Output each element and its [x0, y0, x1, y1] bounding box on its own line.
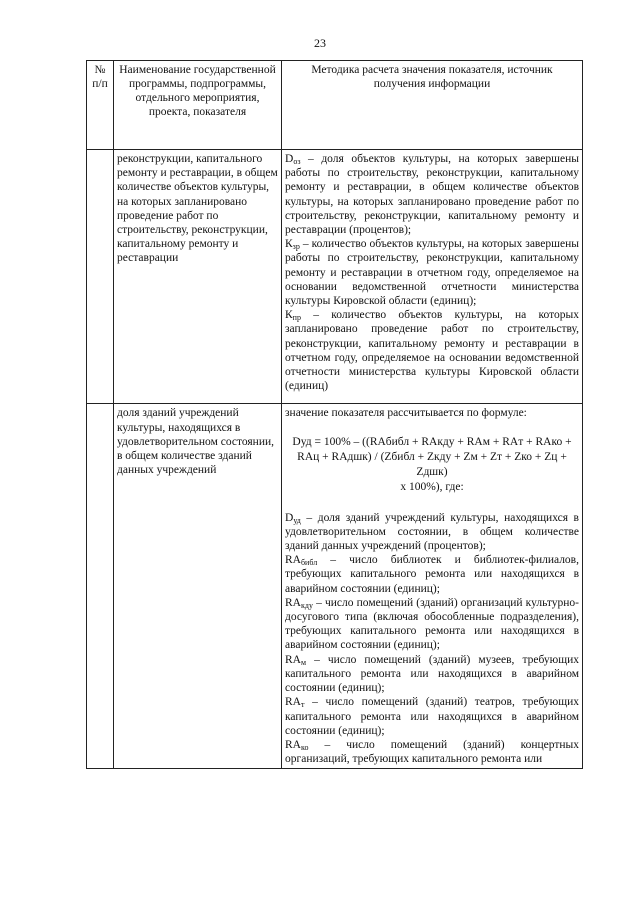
header-num: № п/п — [87, 61, 114, 150]
table-row — [87, 404, 583, 769]
row2-def-ra-kdu: $RA_{кду}$ – число помещений (зданий) организаций культурно-досугового типа (включая обособленные подразделения), требующих капитального ремонта или находящихся в аварийном состоянии (единиц); — [285, 596, 579, 652]
row1-num — [87, 150, 114, 404]
row2-def-ra-m: $RA_м$ – число помещений (зданий) музеев, требующих капитального ремонта или находящихся в аварийном состоянии (единиц); — [285, 653, 579, 695]
row2-intro: значение показателя рассчитывается по формуле: — [285, 407, 527, 420]
indicator-table — [86, 60, 583, 769]
row1-name: реконструкции, капитального ремонту и реставрации, в общем количестве объектов культуры, на которых запланировано проведение работ по строительству, реконструкции, капитальному ремонту и реставрации — [114, 150, 282, 404]
header-name: Наименование государственной программы, подпрограммы, отдельного мероприятия, проекта, показателя — [114, 61, 282, 150]
row2-name: доля зданий учреждений культуры, находящихся в удовлетворительном состоянии, в общем количестве зданий данных учреждений — [114, 404, 282, 769]
formula-line-1: Dуд = 100% – ((RAбибл + RAкду + RAм + RAт + RAко + — [292, 435, 572, 448]
table-header-row — [87, 61, 583, 150]
row1-def-k-zr: $К_{зр}$ – количество объектов культуры, на которых завершены работы по строительству, реконструкции, капитальному ремонту и реставрации в отчетном году, определяемое на основании ведомственной отчетности министерства культуры Кировской области (единиц); — [285, 238, 579, 308]
row2-def-ra-t: $RA_т$ – число помещений (зданий) театров, требующих капитального ремонта или находящихся в аварийном состоянии (единиц); — [285, 696, 579, 737]
row1-def-d: $D_{оз}$ – доля объектов культуры, на которых завершены работы по строительству, реконструкции, капитальному ремонту и реставрации, в общем количестве объектов культуры, на которых запланировано проведение работ по строительству, реконструкции, капитальному ремонту и реставрации (процентов); — [285, 153, 579, 237]
header-method: Методика расчета значения показателя, источник получения информации — [282, 61, 583, 150]
table-row — [87, 150, 583, 404]
row2-formula — [285, 435, 579, 495]
formula-line-3: x 100%), где: — [400, 480, 464, 493]
row2-method — [282, 404, 583, 769]
row1-method — [282, 150, 583, 404]
row2-def-ra-bibl: $RA_{библ}$ – число библиотек и библиотек-филиалов, требующих капитального ремонта или находящихся в аварийном состоянии (единиц); — [285, 554, 579, 595]
row2-def-ra-ko: $RA_{ко}$ – число помещений (зданий) концертных организаций, требующих капитального ремонта или — [285, 738, 579, 766]
row2-def-d: $D_{уд}$ – доля зданий учреждений культуры, находящихся в удовлетворительном состоянии, в общем количестве зданий данных учреждений (процентов); — [285, 511, 579, 553]
row1-def-k-pr: $К_{пр}$ – количество объектов культуры, на которых запланировано проведение работ по строительству, реконструкции, капитальному ремонту и реставрации в отчетном году, определяемое на основании ведомственной отчетности министерства культуры Кировской области (единиц) — [285, 309, 579, 393]
row2-num — [87, 404, 114, 769]
page-number: 23 — [314, 36, 326, 50]
formula-line-2: RAц + RAдшк) / (Zбибл + Zкду + Zм + Zт + Zко + Zц + Zдшк) — [297, 450, 567, 478]
